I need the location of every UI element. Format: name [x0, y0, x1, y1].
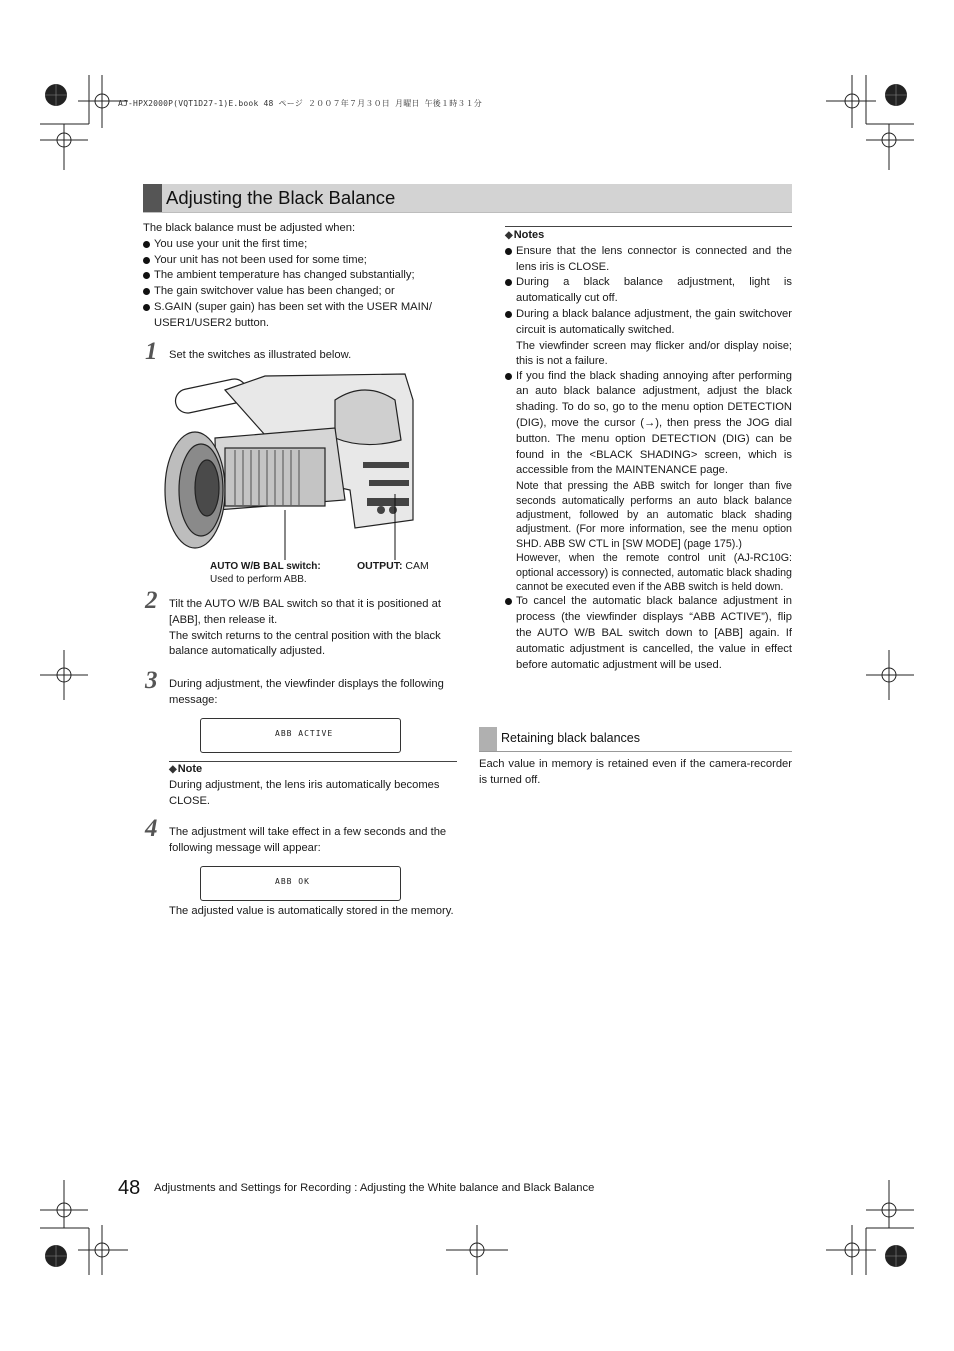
- note-item-text: During a black balance adjustment, light is automatically cut off.: [516, 276, 792, 305]
- note-subparagraph: Note that pressing the ABB switch for longer than five seconds automatically performs an auto black balance adjustment, followed by an automatic black shading adjustment. (For more information, see the menu option SHD. ABB SW CTL in [SW MODE] (page 175).): [516, 480, 792, 550]
- note-subparagraph: The viewfinder screen may flicker and/or display noise; this is not a failure.: [516, 339, 792, 367]
- viewfinder-message: ABB OK: [275, 877, 310, 886]
- list-item: [505, 275, 792, 307]
- note-item-text: Ensure that the lens connector is connected and the lens iris is CLOSE.: [516, 244, 792, 273]
- note-left: [169, 762, 457, 809]
- note-text: During adjustment, the lens iris automatically becomes CLOSE.: [169, 778, 440, 807]
- notes-list-final: [505, 594, 792, 673]
- subsection-title: Retaining black balances: [501, 731, 640, 745]
- list-item: Your unit has not been used for some time;: [143, 253, 457, 269]
- step-text-block: [169, 597, 459, 660]
- subsection-title-bar: [479, 727, 792, 752]
- camera-illustration: [155, 370, 425, 560]
- step-number: 4: [145, 815, 158, 842]
- list-item: [505, 594, 792, 673]
- step-text: During adjustment, the viewfinder displays the following message:: [169, 678, 444, 706]
- viewfinder-message-box: [200, 718, 401, 753]
- list-item: [505, 244, 792, 276]
- diamond-icon: ◆: [505, 230, 513, 241]
- list-item: S.GAIN (super gain) has been set with the USER MAIN/ USER1/USER2 button.: [143, 300, 457, 332]
- step-number: 1: [145, 338, 158, 365]
- list-item: [505, 307, 792, 339]
- figure-label-auto-wb: [210, 560, 321, 586]
- print-file-header: AJ-HPX2000P(VQT1D27-1)E.book 48 ページ ２００７年７月３０日 月曜日 午後１時３１分: [118, 99, 483, 108]
- note-item-text: If you find the black shading annoying after performing an auto black balance adjustment, adjust the black shading. To do so, go to the menu option DETECTION (DIG), move the cursor (→), then press the JOG dial button. The menu option DETECTION (DIG) can be found in the <BLACK SHADING> screen, which is accessible from the MAINTENANCE page.: [516, 369, 792, 477]
- step-subtext: The switch returns to the central position with the black balance automatically adjusted.: [169, 629, 441, 658]
- list-item: [505, 369, 792, 480]
- step-number: 2: [145, 587, 158, 614]
- notes-divider: [505, 226, 792, 227]
- step-text: The adjustment will take effect in a few seconds and the following message will appear:: [169, 826, 447, 854]
- figure-label-output: [357, 560, 429, 573]
- figure-label-bold: OUTPUT:: [357, 560, 403, 572]
- notes-list: [505, 244, 792, 339]
- intro-block: [143, 221, 457, 332]
- page-number: 48: [118, 1177, 141, 1199]
- notes-list-continued: [505, 369, 792, 480]
- step-text: Tilt the AUTO W/B BAL switch so that it is positioned at [ABB], then release it.: [169, 598, 441, 626]
- note-heading: Note: [177, 763, 203, 775]
- note-item-text: During a black balance adjustment, the gain switchover circuit is automatically switched.: [516, 307, 792, 336]
- step-number: 3: [145, 667, 158, 694]
- intro-lead: The black balance must be adjusted when:: [143, 222, 356, 234]
- intro-bullets: [143, 237, 457, 332]
- viewfinder-message-box: [200, 866, 401, 901]
- list-item: You use your unit the first time;: [143, 237, 457, 253]
- figure-label-value: CAM: [402, 560, 429, 572]
- notes-right: [505, 228, 792, 673]
- section-title-bar: [143, 184, 792, 213]
- viewfinder-message: ABB ACTIVE: [275, 729, 334, 738]
- diamond-icon: ◆: [169, 764, 177, 775]
- note-subparagraph: However, when the remote control unit (AJ-RC10G: optional accessory) is connected, automatic black shading cannot be executed even if the ABB switch is held down.: [516, 552, 792, 593]
- memory-note: The adjusted value is automatically stored in the memory.: [169, 905, 454, 917]
- footer-breadcrumb: Adjustments and Settings for Recording : Adjusting the White balance and Black Balance: [154, 1182, 595, 1194]
- retaining-text: Each value in memory is retained even if the camera-recorder is turned off.: [479, 758, 792, 786]
- note-item-text: To cancel the automatic black balance adjustment in process (the viewfinder displays “ABB ACTIVE”), flip the AUTO W/B BAL switch down to [ABB] again. If automatic adjustment is cancelled, the value in effect before automatic adjustment will be used.: [516, 595, 792, 671]
- subsection-marker: [479, 727, 497, 751]
- figure-label-sub: Used to perform ABB.: [210, 574, 307, 585]
- title-marker: [143, 184, 162, 212]
- list-item: The gain switchover value has been changed; or: [143, 284, 457, 300]
- notes-heading: Notes: [513, 229, 545, 241]
- page-title: Adjusting the Black Balance: [166, 187, 396, 208]
- list-item: The ambient temperature has changed substantially;: [143, 268, 457, 284]
- step-text: Set the switches as illustrated below.: [169, 349, 352, 361]
- figure-label-bold: AUTO W/B BAL switch:: [210, 561, 321, 572]
